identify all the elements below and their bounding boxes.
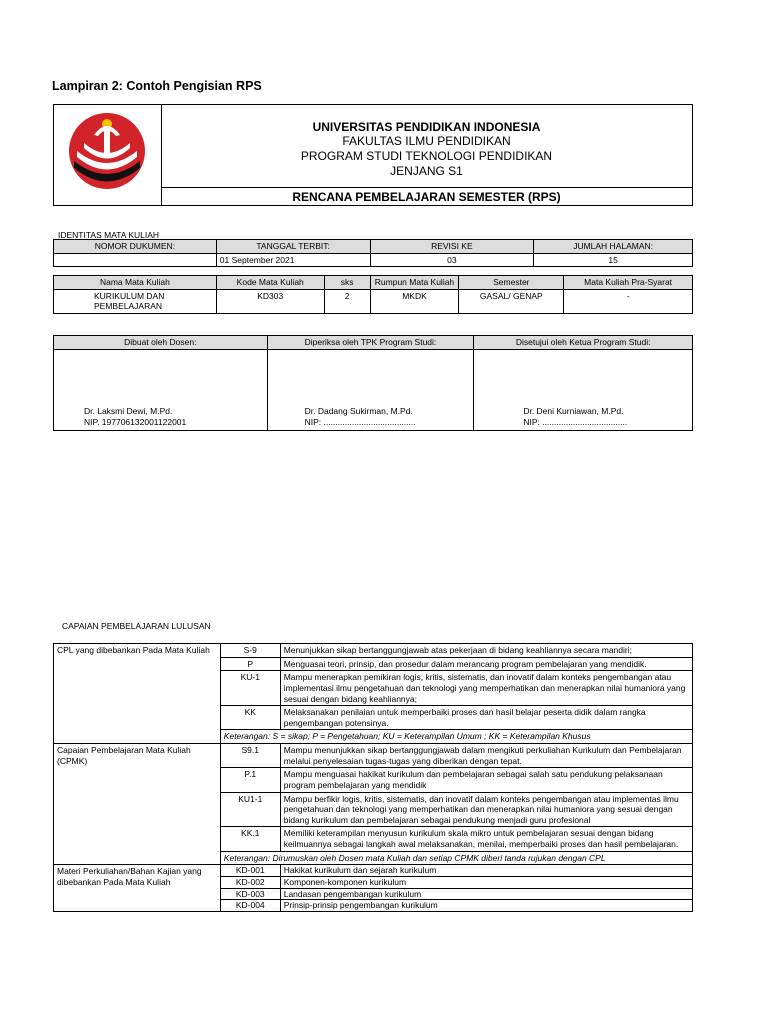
header-cell: JUMLAH HALAMAN:: [534, 240, 693, 254]
signer-nip: NIP: .......................................: [304, 417, 416, 427]
signer-name: Dr. Deni Kurniawan, M.Pd.: [523, 406, 624, 417]
sks-cell: 2: [324, 289, 370, 313]
cpmk-text: Memiliki keterampilan menyusun kurikulum skala mikro untuk pembelajaran sesuai dengan bidang keilmuannya sebagai langkah awal melaksanakan, menilai, memperbaiki proses dan hasil pembelajaran.: [280, 827, 692, 851]
value-cell: [54, 253, 217, 267]
signers-body-row: [54, 349, 693, 430]
value-cell: 01 September 2021: [216, 253, 370, 267]
signers-header-row: [54, 336, 693, 350]
materi-code: KD-003: [220, 888, 280, 900]
prasyarat-cell: -: [564, 289, 693, 313]
signer-cell: [54, 349, 268, 430]
header-cell: Rumpun Mata Kuliah: [370, 276, 459, 290]
materi-row: [54, 865, 693, 877]
cpmk-code: P.1: [220, 768, 280, 792]
cpmk-text: Mampu menunjukkan sikap bertanggungjawab dalam mengikuti perkuliahan Kurikulum dan Pembelajaran melalui penyelesaian tugas-tugas yang diberikan dengan tepat.: [280, 744, 692, 768]
materi-text: Hakikat kurikulum dan sejarah kurikulum: [280, 865, 692, 877]
header-cell: Kode Mata Kuliah: [216, 276, 324, 290]
header-cell: REVISI KE: [370, 240, 534, 254]
header-cell: Diperiksa oleh TPK Program Studi:: [267, 336, 474, 350]
cpl-row-label: CPL yang dibebankan Pada Mata Kuliah: [54, 644, 221, 744]
level-name: JENJANG S1: [390, 164, 463, 178]
cpl-text: Menunjukkan sikap bertanggungjawab atas pekerjaan di bidang keahliannya secara mandiri;: [280, 644, 692, 658]
cpmk-text: Mampu menguasai hakikat kurikulum dan pembelajaran sebagai salah satu pendukung pelaksanaan program pembelajaran yang mendidik: [280, 768, 692, 792]
cpl-code: KK: [220, 706, 280, 730]
cpmk-note: Keterangan: Dirumuskan oleh Dosen mata Kuliah dan setiap CPMK diberi tanda rujukan dengan CPL: [220, 851, 692, 865]
semester-cell: GASAL/ GENAP: [459, 289, 564, 313]
identitas-value-row: [54, 253, 693, 267]
program-name: PROGRAM STUDI TEKNOLOGI PENDIDIKAN: [300, 149, 553, 163]
course-table: [53, 275, 693, 314]
cpl-code: S-9: [220, 644, 280, 658]
header-cell: sks: [324, 276, 370, 290]
identitas-label: IDENTITAS MATA KULIAH: [58, 230, 160, 240]
course-value-row: [54, 289, 693, 313]
course-header-row: [54, 276, 693, 290]
rumpun-cell: MKDK: [370, 289, 459, 313]
identitas-header-row: [54, 240, 693, 254]
cpmk-row-label: Capaian Pembelajaran Mata Kuliah (CPMK): [54, 744, 221, 865]
cpl-row: [54, 644, 693, 658]
header-cell: Mata Kuliah Pra-Syarat: [564, 276, 693, 290]
cpmk-row: [54, 744, 693, 768]
value-cell: 03: [370, 253, 534, 267]
university-name: UNIVERSITAS PENDIDIKAN INDONESIA: [312, 120, 541, 134]
logo-cell: [54, 105, 162, 205]
page-heading: Lampiran 2: Contoh Pengisian RPS: [52, 79, 262, 93]
materi-text: Komponen-komponen kurikulum: [280, 876, 692, 888]
university-logo: [54, 105, 161, 205]
signer-cell: [267, 349, 474, 430]
materi-row-label: Materi Perkuliahan/Bahan Kajian yang dibebankan Pada Mata Kuliah: [54, 865, 221, 912]
value-cell: 15: [534, 253, 693, 267]
materi-text: Prinsip-prinsip pengembangan kurikulum: [280, 900, 692, 912]
signer-name: Dr. Laksmi Dewi, M.Pd.: [84, 406, 173, 417]
header-cell: Nama Mata Kuliah: [54, 276, 217, 290]
materi-code: KD-004: [220, 900, 280, 912]
header-cell: NOMOR DUKUMEN:: [54, 240, 217, 254]
cpl-table: [53, 643, 693, 912]
cpl-label: CAPAIAN PEMBELAJARAN LULUSAN: [62, 621, 211, 631]
header-cell: Disetujui oleh Ketua Program Studi:: [474, 336, 693, 350]
signers-table: [53, 335, 693, 431]
cpmk-code: KK.1: [220, 827, 280, 851]
course-name-cell: KURIKULUM DAN PEMBELAJARAN: [54, 289, 217, 313]
header-cell: TANGGAL TERBIT:: [216, 240, 370, 254]
materi-text: Landasan pengembangan kurikulum: [280, 888, 692, 900]
cpl-text: Menguasai teori, prinsip, dan prosedur dalam merancang program pembelajaran yang mendidik.: [280, 657, 692, 671]
signer-nip: NIP: ....................................: [523, 417, 628, 427]
header-cell: Semester: [459, 276, 564, 290]
cpmk-code: S9.1: [220, 744, 280, 768]
cpmk-text: Mampu berfikir logis, kritis, sistematis, dan inovatif dalam konteks pengembangan atau implementas ilmu pengetahuan dan teknologi yang memperhatikan dan menerapkan nilai humaniora yang sesuai dengan bidang kurikulum dan pembelajaran sebagai pendukung menjadi guru profesional: [280, 792, 692, 827]
course-code-cell: KD303: [216, 289, 324, 313]
cpl-code: P: [220, 657, 280, 671]
document-header: [53, 104, 693, 206]
cpl-text: Mampu menerapkan pemikiran logis, kritis, sistematis, dan inovatif dalam konteks pengembangan atau implementasi ilmu pengetahuan dan teknologi yang memperhatikan dan menerapkan nilai humaniora yang sesuai dengan bidang keahliannya;: [280, 671, 692, 706]
materi-code: KD-001: [220, 865, 280, 877]
materi-code: KD-002: [220, 876, 280, 888]
cpl-note: Keterangan: S = sikap; P = Pengetahuan; KU = Keterampilan Umum ; KK = Keterampilan Khusus: [220, 730, 692, 744]
signer-nip: NIP. 197706132001122001: [84, 417, 187, 427]
cpl-text: Melaksanakan penilaian untuk memperbaiki proses dan hasil belajar peserta didik dalam rangka pengembangan potensinya.: [280, 706, 692, 730]
header-cell: Dibuat oleh Dosen:: [54, 336, 268, 350]
cpl-code: KU-1: [220, 671, 280, 706]
cpmk-code: KU1-1: [220, 792, 280, 827]
identitas-table: [53, 239, 693, 267]
signer-cell: [474, 349, 693, 430]
faculty-name: FAKULTAS ILMU PENDIDIKAN: [342, 134, 511, 148]
document-title: RENCANA PEMBELAJARAN SEMESTER (RPS): [161, 187, 692, 204]
institution-block: [161, 105, 692, 204]
signer-name: Dr. Dadang Sukirman, M.Pd.: [304, 406, 413, 417]
